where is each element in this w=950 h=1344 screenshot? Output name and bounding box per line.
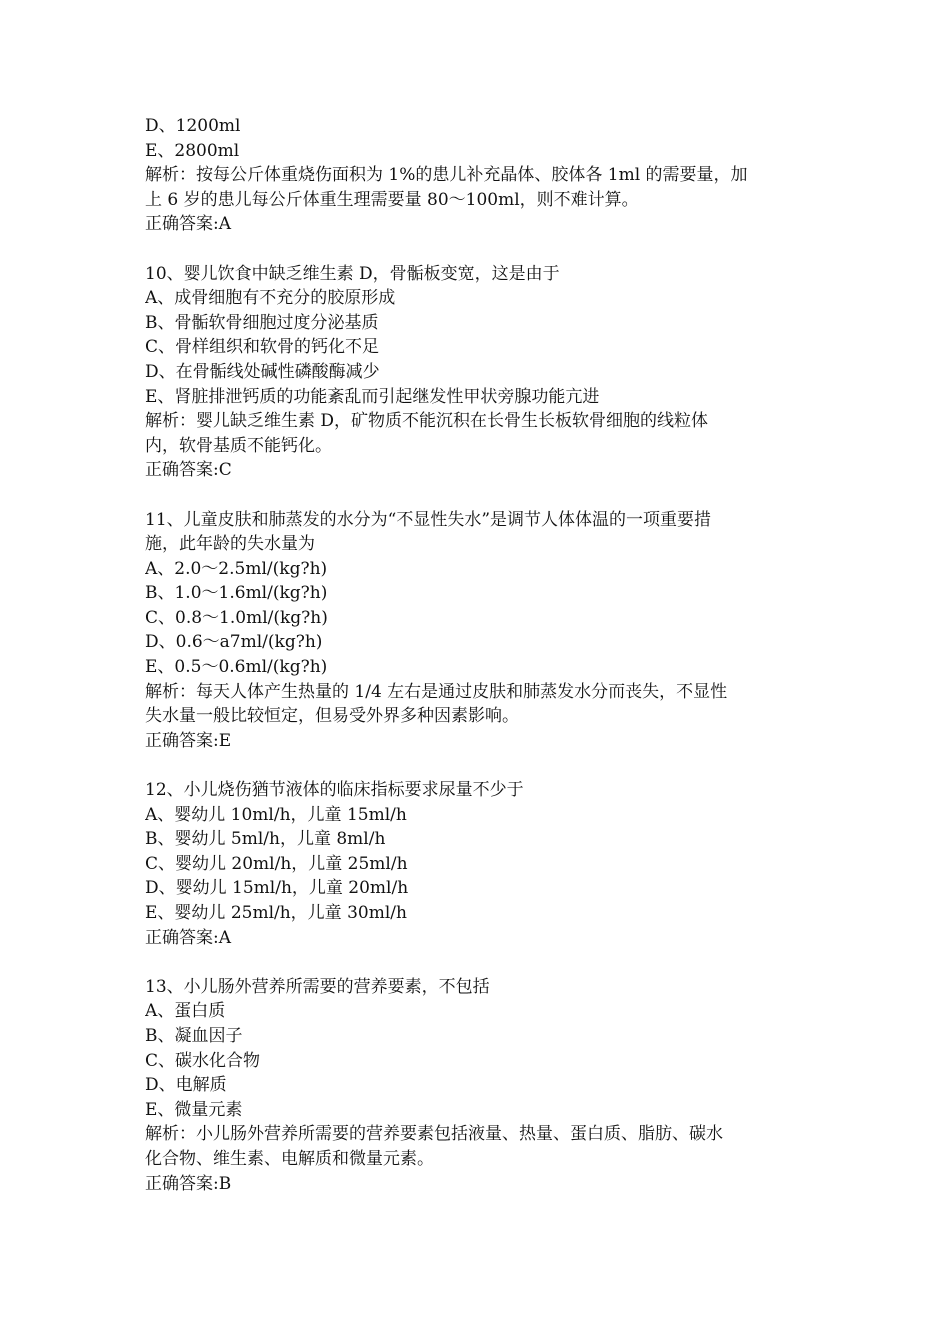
option-a: A、2.0～2.5ml/(kg?h) [145, 558, 328, 579]
option-b: B、骨骺软骨细胞过度分泌基质 [145, 312, 379, 333]
option-a: A、蛋白质 [145, 1001, 226, 1022]
analysis-line: 解析：小儿肠外营养所需要的营养要素包括液量、热量、蛋白质、脂肪、碳水 [145, 1124, 723, 1145]
question-10 [145, 262, 815, 483]
option-e: E、2800ml [145, 140, 240, 161]
document-page [145, 114, 815, 1221]
option-d: D、1200ml [145, 116, 241, 136]
option-d: D、在骨骺线处碱性磷酸酶减少 [145, 361, 380, 382]
option-a: A、成骨细胞有不充分的胶原形成 [145, 288, 396, 309]
option-e: E、0.5～0.6ml/(kg?h) [145, 657, 328, 678]
correct-answer: 正确答案:A [145, 927, 232, 948]
question-13 [145, 975, 815, 1196]
analysis-line: 解析：按每公斤体重烧伤面积为 1%的患儿补充晶体、胶体各 1ml 的需要量，加 [145, 165, 748, 186]
correct-answer: 正确答案:E [145, 730, 232, 751]
question-stem: 10、婴儿饮食中缺乏维生素 D，骨骺板变宽，这是由于 [145, 263, 560, 284]
option-c: C、碳水化合物 [145, 1050, 261, 1071]
option-e: E、肾脏排泄钙质的功能紊乱而引起继发性甲状旁腺功能亢进 [145, 386, 600, 407]
option-e: E、婴幼儿 25ml/h，儿童 30ml/h [145, 903, 407, 923]
question-11 [145, 508, 815, 754]
option-c: C、婴幼儿 20ml/h，儿童 25ml/h [145, 853, 408, 874]
question-stem: 12、小儿烧伤猶节液体的临床指标要求尿量不少于 [145, 780, 524, 801]
question-stem: 11、儿童皮肤和肺蒸发的水分为“不显性失水”是调节人体体温的一项重要措 [145, 509, 712, 530]
correct-answer: 正确答案:C [145, 460, 232, 481]
analysis-line: 上 6 岁的患儿每公斤体重生理需要量 80～100ml，则不难计算。 [145, 189, 639, 210]
option-c: C、骨样组织和软骨的钙化不足 [145, 337, 380, 358]
option-b: B、1.0～1.6ml/(kg?h) [145, 583, 328, 604]
question-9-continuation [145, 114, 815, 237]
question-12 [145, 778, 815, 950]
correct-answer: 正确答案:A [145, 214, 232, 235]
analysis-line: 失水量一般比较恒定，但易受外界多种因素影响。 [145, 706, 519, 727]
option-d: D、0.6～a7ml/(kg?h) [145, 632, 323, 653]
option-e: E、微量元素 [145, 1099, 243, 1120]
analysis-line: 化合物、维生素、电解质和微量元素。 [145, 1148, 434, 1169]
analysis-line: 解析：每天人体产生热量的 1/4 左右是通过皮肤和肺蒸发水分而丧失，不显性 [145, 681, 728, 702]
question-stem: 施，此年龄的失水量为 [145, 534, 315, 555]
option-b: B、婴幼儿 5ml/h，儿童 8ml/h [145, 829, 386, 850]
option-a: A、婴幼儿 10ml/h，儿童 15ml/h [145, 804, 407, 825]
option-d: D、电解质 [145, 1075, 227, 1096]
option-c: C、0.8～1.0ml/(kg?h) [145, 607, 328, 628]
correct-answer: 正确答案:B [145, 1173, 232, 1194]
option-d: D、婴幼儿 15ml/h，儿童 20ml/h [145, 878, 409, 899]
question-stem: 13、小儿肠外营养所需要的营养要素，不包括 [145, 976, 490, 997]
analysis-line: 解析：婴儿缺乏维生素 D，矿物质不能沉积在长骨生长板软骨细胞的线粒体 [145, 411, 709, 432]
analysis-line: 内，软骨基质不能钙化。 [145, 435, 332, 456]
option-b: B、凝血因子 [145, 1025, 243, 1046]
